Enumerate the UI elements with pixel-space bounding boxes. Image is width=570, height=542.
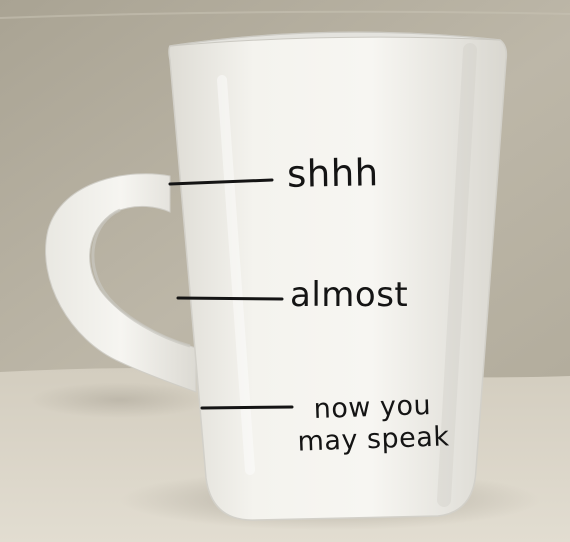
label-shhh: shhh	[286, 151, 380, 196]
label-now-you-may-speak	[296, 389, 450, 458]
label-almost: almost	[290, 275, 409, 315]
fill-line-almost	[178, 298, 282, 299]
label-may-speak: may speak	[297, 421, 450, 458]
label-now-you: now you	[313, 389, 432, 426]
fill-line-now-you-may-speak	[202, 407, 292, 408]
